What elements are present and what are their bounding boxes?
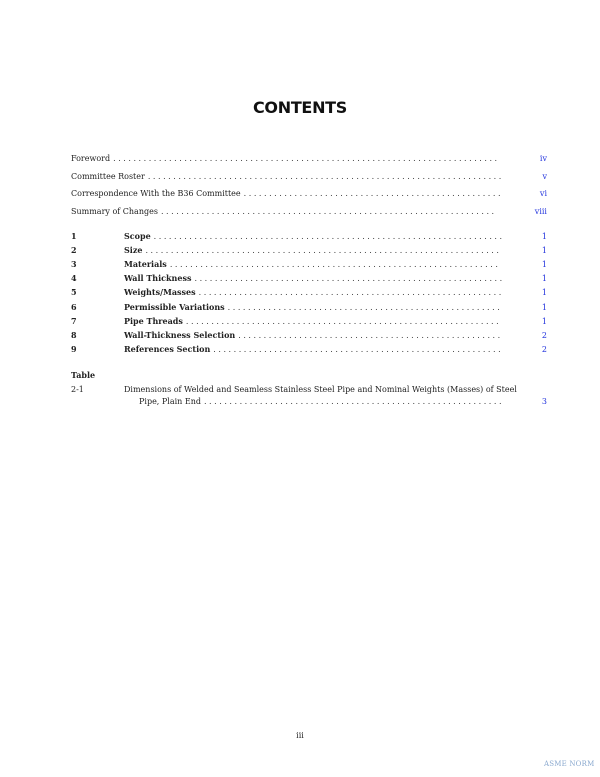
dot-leader: . . . . . . . . . . . . . . . . . . . . . . . . . . . . . . . . . . . . . . . . . . . . . . . . . . . . . . . . . . . . . . — [185, 316, 499, 326]
dot-leader: . . . . . . . . . . . . . . . . . . . . . . . . . . . . . . . . . . . . . . . . . . . . . . . . . . . . . . . . . — [213, 344, 501, 354]
dot-leader: . . . . . . . . . . . . . . . . . . . . . . . . . . . . . . . . . . . . . . . . . . . . . . . . . . . . . . . . . . . . . . . . . . . . . . — [147, 171, 502, 181]
toc-entry[interactable] — [71, 206, 547, 218]
page-link[interactable]: 2 — [541, 344, 547, 354]
toc-entry[interactable] — [71, 301, 547, 313]
entry-label: References Section — [124, 343, 211, 354]
section-number: 2 — [71, 245, 77, 256]
section-number: 9 — [71, 343, 77, 354]
dot-leader: . . . . . . . . . . . . . . . . . . . . . . . . . . . . . . . . . . . . . . . . . . . . . . . . . . . . . . . . . . . . . . . . . — [169, 260, 498, 270]
table-title-line1: Dimensions of Welded and Seamless Stainless Steel Pipe and Nominal Weights (Masses) of Steel — [124, 385, 517, 394]
toc-entry[interactable] — [71, 188, 547, 200]
table-number: 2-1 — [71, 385, 84, 394]
section-number: 7 — [71, 315, 77, 326]
toc-entry[interactable] — [71, 244, 547, 256]
entry-label: Correspondence With the B36 Committee — [71, 189, 241, 198]
entry-label: Weights/Masses — [124, 287, 196, 298]
entry-label: Summary of Changes — [71, 206, 158, 216]
page-link[interactable]: 2 — [541, 330, 547, 340]
page-link[interactable]: v — [542, 171, 547, 181]
dot-leader: . . . . . . . . . . . . . . . . . . . . . . . . . . . . . . . . . . . . . . . . . . . . . . . . . . . . . . . . . . . . — [198, 288, 502, 298]
section-number: 6 — [71, 301, 77, 312]
entry-label: Committee Roster — [71, 171, 145, 181]
page-link[interactable]: 1 — [541, 260, 547, 270]
page-link[interactable]: vi — [539, 189, 547, 198]
dot-leader: . . . . . . . . . . . . . . . . . . . . . . . . . . . . . . . . . . . . . . . . . . . . . . . . . . . . . . . . . . . . . . . . . . — [160, 206, 495, 216]
dot-leader: . . . . . . . . . . . . . . . . . . . . . . . . . . . . . . . . . . . . . . . . . . . . . . . . . . . — [243, 189, 501, 198]
toc-table-entry[interactable] — [71, 384, 547, 396]
tables-heading: Table — [71, 370, 96, 380]
entry-label: Scope — [124, 231, 151, 241]
section-number: 8 — [71, 329, 77, 340]
dot-leader: . . . . . . . . . . . . . . . . . . . . . . . . . . . . . . . . . . . . . . . . . . . . . . . . . . . . . . . . . . . . . . . . . . . . . . — [145, 246, 499, 256]
page-link[interactable]: iv — [539, 154, 547, 163]
page-title: CONTENTS — [252, 98, 347, 117]
toc-entry[interactable] — [71, 258, 547, 270]
section-number: 3 — [71, 259, 77, 270]
dot-leader: . . . . . . . . . . . . . . . . . . . . . . . . . . . . . . . . . . . . . . . . . . . . . . . . . . . . — [238, 330, 501, 340]
toc-entry[interactable] — [71, 343, 547, 355]
entry-label: Wall Thickness — [124, 273, 192, 284]
toc-table-entry-cont[interactable] — [71, 396, 547, 408]
dot-leader: . . . . . . . . . . . . . . . . . . . . . . . . . . . . . . . . . . . . . . . . . . . . . . . . . . . . . . . . . . . . . . . . . . . . . . . . . . . . — [113, 154, 498, 163]
watermark-logo: ASME NORM — [544, 760, 595, 768]
toc-entry[interactable] — [71, 329, 547, 341]
toc-entry[interactable] — [71, 153, 547, 165]
dot-leader: . . . . . . . . . . . . . . . . . . . . . . . . . . . . . . . . . . . . . . . . . . . . . . . . . . . . . . — [227, 302, 500, 312]
toc-entry[interactable] — [71, 286, 547, 298]
page-link[interactable]: 1 — [541, 302, 547, 312]
entry-label: Wall-Thickness Selection — [124, 329, 236, 340]
page-number: iii — [296, 731, 304, 740]
entry-label: Foreword — [71, 154, 111, 163]
section-number: 4 — [71, 273, 77, 284]
table-title-line2: Pipe, Plain End — [139, 397, 201, 406]
toc-entry[interactable] — [71, 230, 547, 242]
page-link[interactable]: 1 — [541, 274, 547, 284]
toc-entry[interactable] — [71, 315, 547, 327]
entry-label: Permissible Variations — [124, 301, 225, 312]
page-link[interactable]: 1 — [541, 316, 547, 326]
entry-label: Size — [124, 245, 143, 256]
section-number: 1 — [71, 231, 77, 241]
dot-leader: . . . . . . . . . . . . . . . . . . . . . . . . . . . . . . . . . . . . . . . . . . . . . . . . . . . . . . . . . . . . . — [194, 274, 503, 284]
page-link[interactable]: viii — [534, 206, 547, 216]
page-link[interactable]: 3 — [541, 397, 547, 406]
page-link[interactable]: 1 — [541, 288, 547, 298]
page-link[interactable]: 1 — [541, 246, 547, 256]
section-number: 5 — [71, 287, 77, 298]
dot-leader: . . . . . . . . . . . . . . . . . . . . . . . . . . . . . . . . . . . . . . . . . . . . . . . . . . . . . . . . . . . — [203, 397, 502, 406]
toc-entry[interactable] — [71, 171, 547, 183]
page-link[interactable]: 1 — [541, 232, 547, 241]
entry-label: Pipe Threads — [124, 315, 183, 326]
dot-leader: . . . . . . . . . . . . . . . . . . . . . . . . . . . . . . . . . . . . . . . . . . . . . . . . . . . . . . . . . . . . . . . . . . . . . — [153, 232, 503, 241]
toc-entry[interactable] — [71, 272, 547, 284]
entry-label: Materials — [124, 259, 167, 270]
